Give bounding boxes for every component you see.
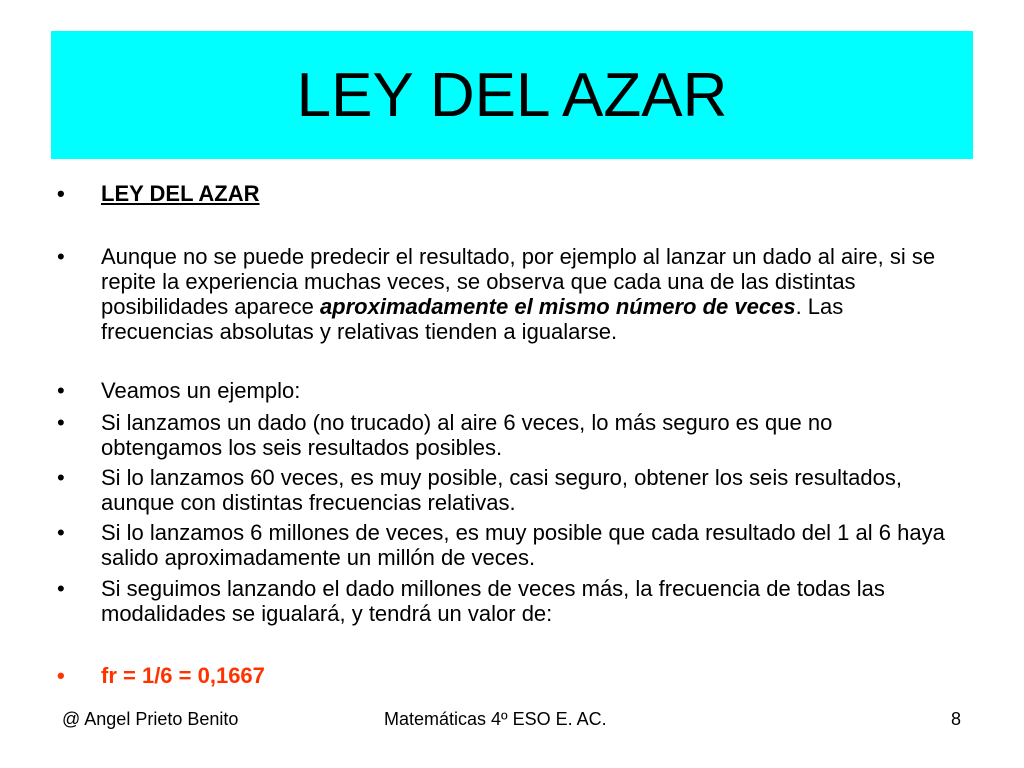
bullet-marker: • bbox=[57, 410, 65, 435]
bullet-text: Veamos un ejemplo: bbox=[101, 378, 301, 403]
bullet-marker: • bbox=[57, 378, 65, 403]
footer-author: @ Angel Prieto Benito bbox=[62, 709, 239, 729]
bullet-text: Si lo lanzamos 60 veces, es muy posible, casi seguro, obtener los seis resultados, aunque con distintas frecuencias relativas. bbox=[101, 465, 902, 515]
footer-page-number: 8 bbox=[951, 709, 962, 729]
bullet-text-intro: Aunque no se puede predecir el resultado, por ejemplo al lanzar un dado al aire, si se repite la experiencia muchas veces, se observa que cada una de las distintas posibilidades aparece bbox=[101, 244, 936, 319]
bullet-text: Si lanzamos un dado (no trucado) al aire 6 veces, lo más seguro es que no obtengamos los seis resultados posibles. bbox=[101, 410, 833, 460]
bullet-marker: • bbox=[57, 244, 65, 269]
bullet-text: Si seguimos lanzando el dado millones de veces más, la frecuencia de todas las modalidades se igualará, y tendrá un valor de: bbox=[101, 576, 885, 626]
formula-text: fr = 1/6 = 0,1667 bbox=[101, 663, 265, 688]
bullet-text: LEY DEL AZAR bbox=[101, 181, 260, 206]
bullet-text: Si lo lanzamos 6 millones de veces, es muy posible que cada resultado del 1 al 6 haya salido aproximadamente un millón de veces. bbox=[101, 520, 945, 570]
bullet-text-emphasis: aproximadamente el mismo número de veces bbox=[319, 294, 796, 319]
footer-course: Matemáticas 4º ESO E. AC. bbox=[384, 709, 607, 729]
bullet-marker: • bbox=[57, 465, 65, 490]
bullet-marker: • bbox=[57, 181, 65, 206]
slide-title: LEY DEL AZAR bbox=[296, 61, 728, 130]
bullet-marker: • bbox=[57, 663, 65, 688]
bullet-text bbox=[101, 244, 951, 344]
bullet-text-conclusion: . Las frecuencias absolutas y relativas tienden a igualarse. bbox=[101, 294, 844, 344]
bullet-marker: • bbox=[57, 520, 65, 545]
bullet-marker: • bbox=[57, 576, 65, 601]
